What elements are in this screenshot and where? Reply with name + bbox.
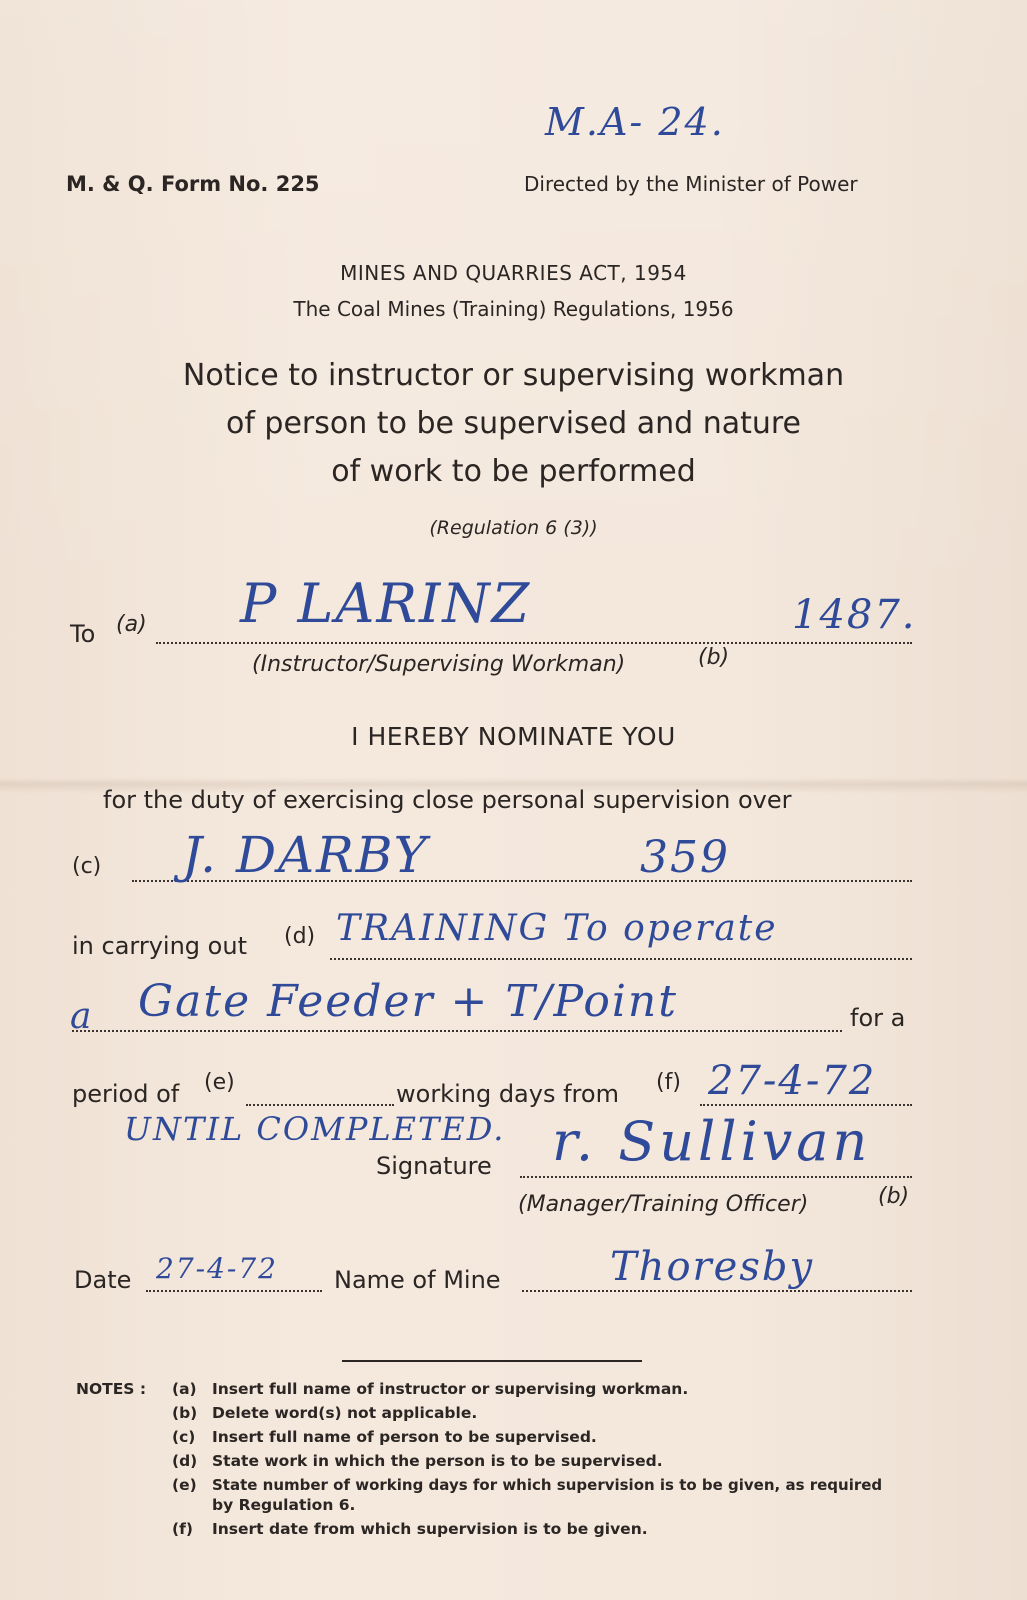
handwritten-date: 27-4-72 [156,1252,278,1285]
duty-text: for the duty of exercising close personal supervision over [103,786,792,814]
date-line [146,1290,322,1292]
carrying-out-label: in carrying out [72,932,247,960]
handwritten-mine-name: Thoresby [610,1244,815,1290]
regulation-reference: (Regulation 6 (3)) [429,517,598,539]
to-mark: (a) [116,612,147,637]
manager-caption-mark: (b) [878,1184,910,1209]
instructor-caption-mark: (b) [698,645,730,670]
divider-line [342,1360,642,1362]
handwritten-period-note: UNTIL COMPLETED. [124,1110,506,1148]
date-label: Date [74,1266,132,1294]
nominate-heading: I HEREBY NOMINATE YOU [351,722,676,751]
mine-line [522,1290,912,1292]
notice-title-line-2: of person to be supervised and nature [225,406,802,441]
handwritten-instructor-name: P LARINZ [240,572,532,635]
date-from-line [700,1104,912,1106]
directed-by: Directed by the Minister of Power [524,172,858,196]
handwritten-work-line-2b: Gate Feeder + T/Point [138,976,678,1027]
manager-caption: (Manager/Training Officer) [518,1192,809,1217]
notes-label: NOTES : [76,1380,147,1398]
period-days-line [246,1104,394,1106]
f-mark: (f) [656,1070,681,1095]
form-number: M. & Q. Form No. 225 [66,172,320,196]
notice-title-line-3: of work to be performed [331,454,696,489]
notice-title-line-1: Notice to instructor or supervising workman [182,358,845,393]
notes-list: (a) Insert full name of instructor or supervising workman. (b) Delete word(s) not applicable. (c) Insert full name of person to be supervised. (d) State work in which the person is to be supervised. (e) State number of working days for which supervision is to be given, as required by Regulation 6. (f) Insert date from which supervision is to be given. [172,1380,883,1538]
work-line-1 [330,958,912,960]
handwritten-work-line-2a: a [70,996,94,1037]
d-mark: (d) [284,924,316,949]
working-days-label: working days from [396,1080,619,1108]
e-mark: (e) [204,1070,235,1095]
mine-label: Name of Mine [334,1266,501,1294]
handwritten-reference: M.A- 24. [545,100,725,144]
to-label: To [70,620,96,648]
instructor-line [156,642,912,644]
handwritten-signature: r. Sullivan [552,1110,872,1173]
act-title: MINES AND QUARRIES ACT, 1954 [340,261,687,285]
c-mark: (c) [72,854,102,879]
handwritten-work-line-1: TRAINING To operate [336,908,778,949]
regulations-title: The Coal Mines (Training) Regulations, 1956 [293,297,734,321]
handwritten-date-from: 27-4-72 [708,1058,877,1104]
handwritten-person-number: 359 [640,832,730,883]
handwritten-instructor-number: 1487. [792,592,917,638]
signature-label: Signature [376,1152,492,1180]
period-label: period of [72,1080,180,1108]
work-line-2 [72,1030,842,1032]
instructor-caption: (Instructor/Supervising Workman) [252,652,626,677]
for-a-label: for a [850,1004,906,1032]
signature-line [520,1176,912,1178]
handwritten-person-name: J. DARBY [182,826,429,884]
